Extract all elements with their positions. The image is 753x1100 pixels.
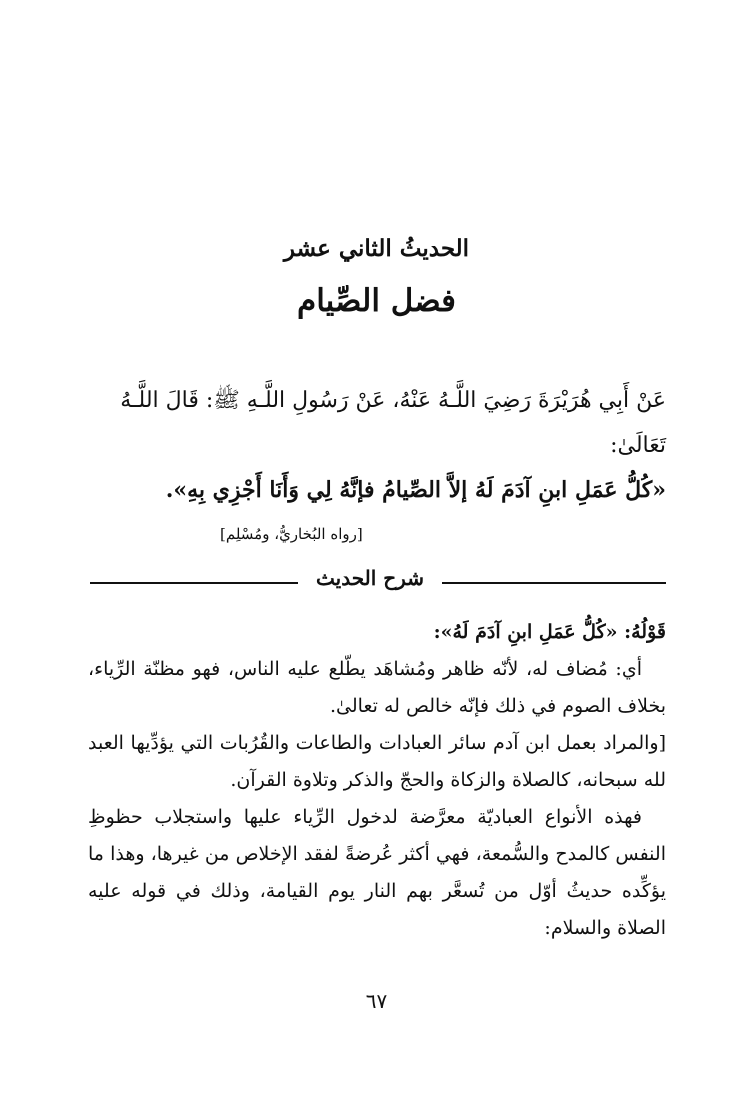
heading-rule-right (442, 582, 666, 584)
commentary-paragraph-1: أي: مُضاف له، لأنّه ظاهر ومُشاهَد يطّلع عليه الناس، فهو مظنّة الرِّياء، بخلاف الصوم في ذلك فإنّه خالص له تعالىٰ. (88, 658, 666, 717)
hadith-text: «كُلُّ عَمَلِ ابنِ آدَمَ لَهُ إلاَّ الصِّيامُ فإنَّهُ لِي وَأَنَا أَجْزِي بِهِ». (165, 477, 666, 503)
chapter-subtitle: الحديثُ الثاني عشر (283, 235, 470, 262)
commentary-paragraph-3: فهذه الأنواع العباديّة معرَّضة لدخول الرِّياء عليها واستجلاب حظوظِ النفس كالمدح والسُّمعة، فهي أكثر عُرضةً لفقد الإخلاص من غيرها، وهذا ما يؤكِّده حديثُ أوّل من تُسعَّر بهم النار يوم القيامة، وذلك في قوله عليه الصلاة والسلام: (88, 806, 666, 939)
narration-line-1: عَنْ أَبِي هُرَيْرَةَ رَضِيَ اللَّـهُ عَنْهُ، عَنْ رَسُولِ اللَّـهِ ﷺ: قَالَ اللَّـهُ (120, 388, 666, 413)
section-heading (90, 560, 666, 600)
page-number: ٦٧ (365, 989, 388, 1013)
heading-rule-left (90, 582, 298, 584)
narration-line-2: تَعَالَىٰ: (610, 433, 666, 458)
commentary-quote-lead: قَوْلُهُ: «كُلُّ عَمَلِ ابنِ آدَمَ لَهُ»: (433, 621, 666, 643)
chapter-title: فضل الصِّيام (297, 283, 456, 319)
section-heading-text: شرح الحديث (316, 566, 424, 590)
hadith-citation: [رواه البُخاريُّ، ومُسْلِم] (220, 525, 363, 543)
hadith-narration (88, 378, 666, 468)
commentary-body (88, 614, 666, 947)
commentary-paragraph-2: [والمراد بعمل ابن آدم سائر العبادات والطاعات والقُرُبات التي يؤدِّيها العبد لله سبحانه، كالصلاة والزكاة والحجّ والذكر وتلاوة القرآن. (88, 732, 666, 791)
